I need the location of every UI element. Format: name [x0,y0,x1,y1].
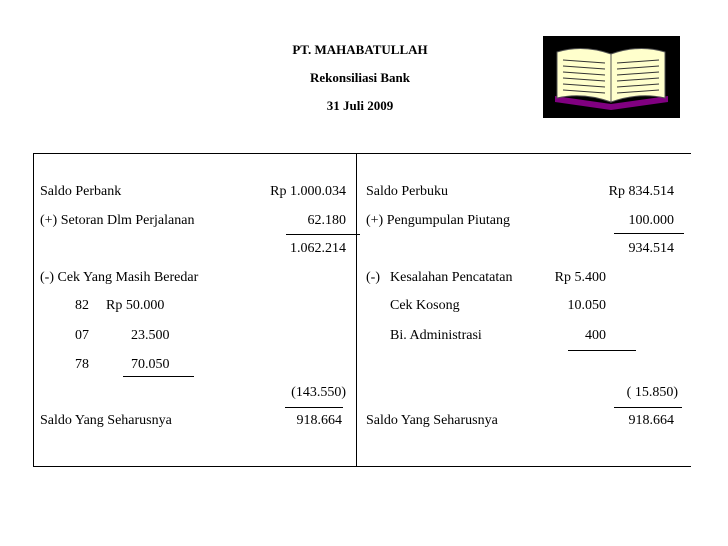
left-subtotal-rule [286,234,360,235]
right-subtotal-rule [614,233,684,234]
report-title: Rekonsiliasi Bank [309,70,411,85]
adjustment-amount: 10.050 [567,298,606,313]
right-saldo-value: Rp 834.514 [608,184,674,199]
check-number: 82 [75,298,89,313]
right-plus-value: 100.000 [628,213,674,228]
check-amount: 70.050 [131,357,170,372]
adjustment-amount: Rp 5.400 [554,270,606,285]
left-saldo-value: Rp 1.000.034 [270,184,346,199]
right-plus-label: (+) Pengumpulan Piutang [366,213,510,228]
checks-sum-rule [123,376,194,377]
right-result-rule [614,407,682,408]
adjustment-label: Cek Kosong [390,298,460,313]
adjustment-label: Kesalahan Pencatatan [390,270,513,285]
adjustment-amount: 400 [585,328,606,343]
left-minus-label: (-) Cek Yang Masih Beredar [40,270,199,285]
adjustment-label: Bi. Administrasi [390,328,482,343]
right-minus-total: ( 15.850) [626,385,678,400]
report-date: 31 Juli 2009 [326,98,394,113]
left-result-rule [285,407,343,408]
table-divider [356,153,357,467]
open-book-icon [543,36,680,118]
table-bottom-border [33,466,691,467]
check-amount: 23.500 [131,328,170,343]
left-result-value: 918.664 [296,413,342,428]
company-name: PT. MAHABATULLAH [292,42,428,57]
right-saldo-label: Saldo Perbuku [366,184,449,199]
left-minus-total: (143.550) [291,385,346,400]
left-plus-label: (+) Setoran Dlm Perjalanan [40,213,195,228]
check-number: 78 [75,357,89,372]
right-result-value: 918.664 [628,413,674,428]
adjustments-sum-rule [568,350,636,351]
right-subtotal: 934.514 [628,241,674,256]
left-saldo-label: Saldo Perbank [40,184,122,199]
left-result-label: Saldo Yang Seharusnya [40,413,172,428]
left-subtotal: 1.062.214 [290,241,346,256]
left-plus-value: 62.180 [307,213,346,228]
check-amount: Rp 50.000 [106,298,165,313]
table-top-border [33,153,691,154]
right-minus-prefix: (-) [366,270,380,285]
check-number: 07 [75,328,89,343]
right-result-label: Saldo Yang Seharusnya [366,413,498,428]
table-left-border [33,153,34,467]
